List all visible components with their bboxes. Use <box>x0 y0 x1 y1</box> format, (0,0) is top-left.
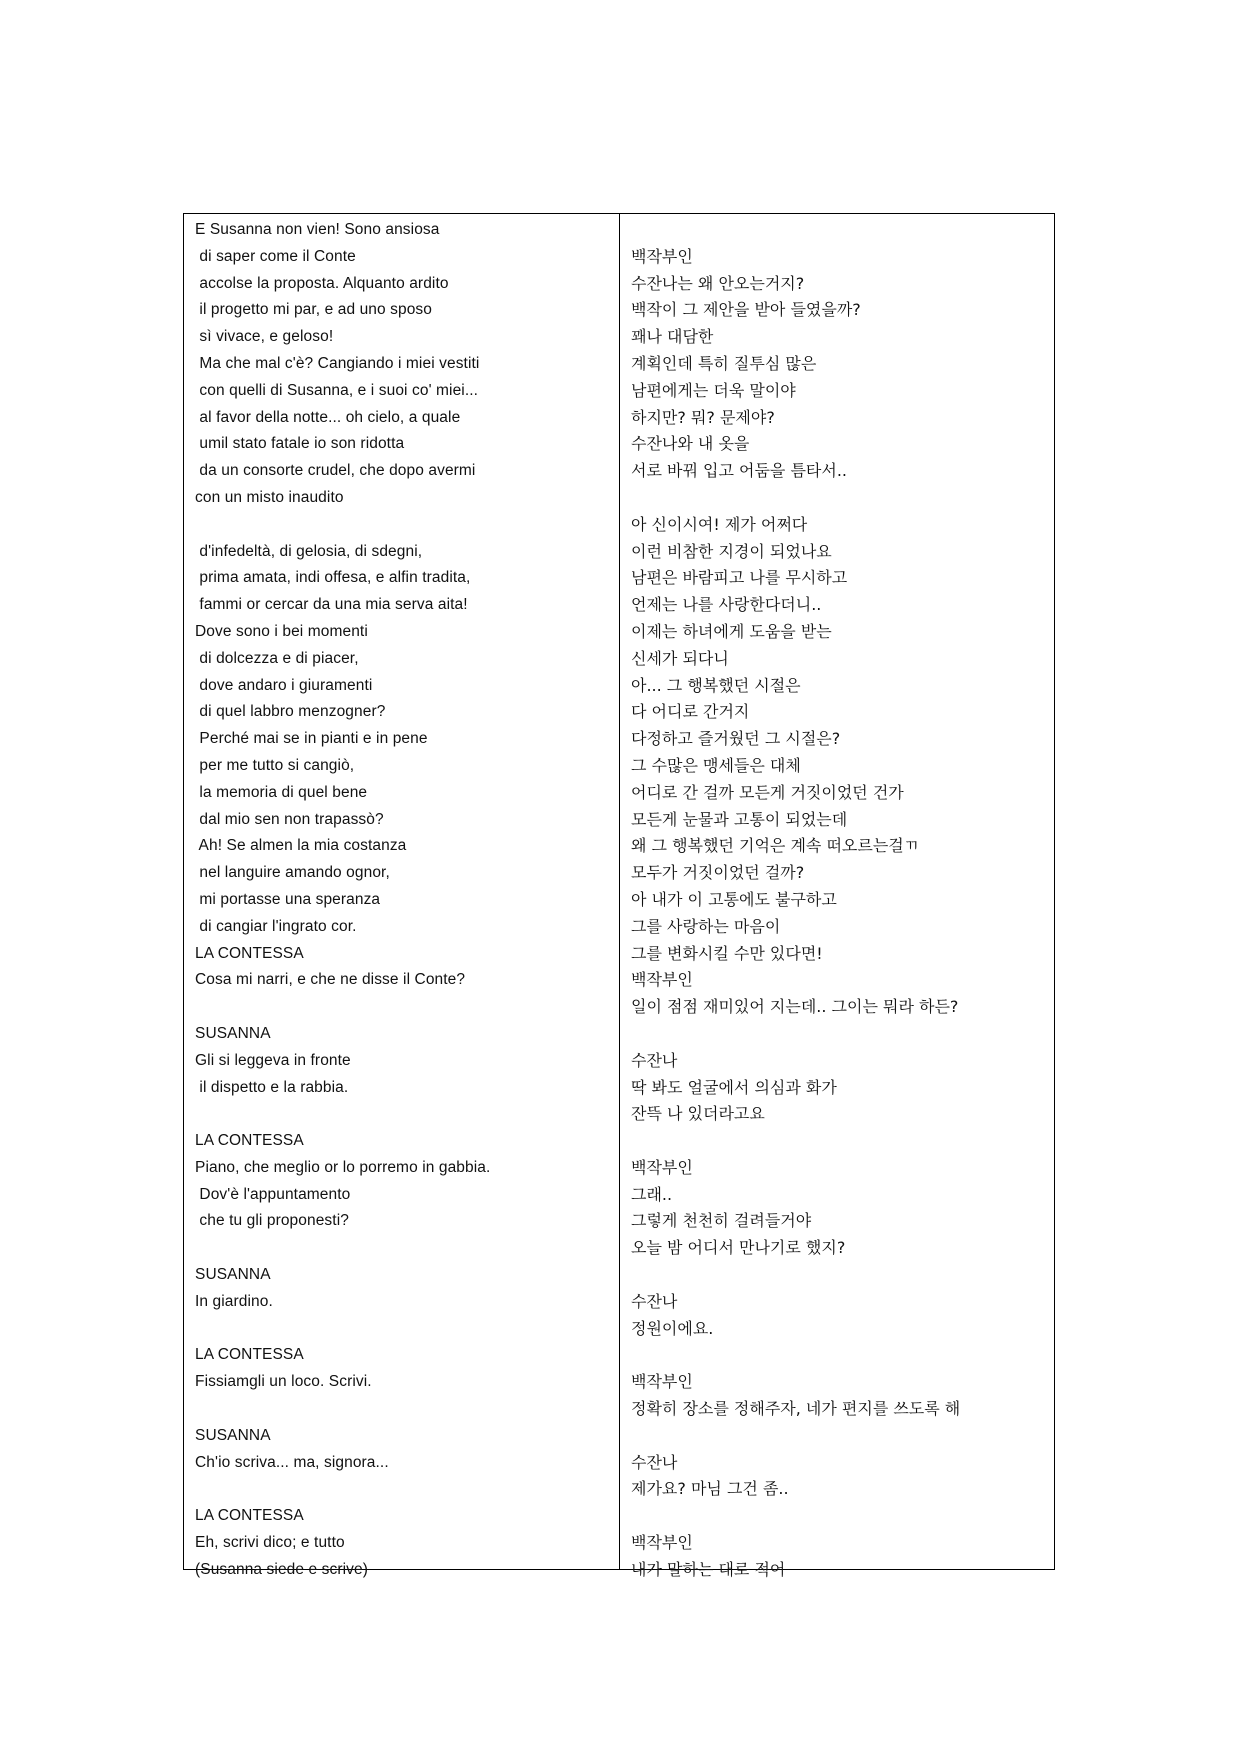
italian-line: di cangiar l'ingrato cor. <box>195 917 357 935</box>
korean-line: 딱 봐도 얼굴에서 의심과 화가 <box>631 1077 837 1097</box>
italian-line: il progetto mi par, e ad uno sposo <box>195 301 433 319</box>
korean-line: 왜 그 행복했던 기억은 계속 떠오르는걸ㄲ <box>631 836 920 856</box>
italian-line: prima amata, indi offesa, e alfin tradita, <box>195 569 471 587</box>
italian-line: Ah! Se almen la mia costanza <box>195 837 407 855</box>
italian-line: fammi or cercar da una mia serva aita! <box>195 596 468 614</box>
korean-line: 수잔나 <box>631 1050 678 1070</box>
italian-line: la memoria di quel bene <box>195 783 368 801</box>
korean-line <box>631 1262 1046 1289</box>
korean-line: 백작부인 <box>631 970 693 990</box>
italian-line <box>195 994 611 1021</box>
korean-line: 백작부인 <box>631 1157 693 1177</box>
korean-line: 수잔나와 내 옷을 <box>631 434 750 454</box>
korean-line: 아... 그 행복했던 시절은 <box>631 675 801 695</box>
italian-line: Eh, scrivi dico; e tutto <box>195 1534 345 1552</box>
korean-line: 정원이에요. <box>631 1318 714 1338</box>
korean-line: 언제는 나를 사랑한다더니.. <box>631 595 822 615</box>
korean-line: 다정하고 즐거웠던 그 시절은? <box>631 729 841 749</box>
italian-line: SUSANNA <box>195 1024 271 1042</box>
italian-line: di quel labbro menzogner? <box>195 703 386 721</box>
korean-line: 그렇게 천천히 걸려들거야 <box>631 1211 812 1231</box>
italian-line: con quelli di Susanna, e i suoi co' miei... <box>195 381 479 399</box>
italian-line: al favor della notte... oh cielo, a quale <box>195 408 461 426</box>
korean-line <box>631 485 1046 512</box>
korean-line: 신세가 되다니 <box>631 648 729 668</box>
korean-line: 그래.. <box>631 1184 673 1204</box>
italian-line: (Susanna siede e scrive) <box>195 1560 368 1578</box>
korean-line <box>631 1342 1046 1369</box>
italian-line: mi portasse una speranza <box>195 890 381 908</box>
korean-line: 아 신이시여! 제가 어쩌다 <box>631 514 808 534</box>
korean-line <box>631 1423 1046 1450</box>
korean-line: 이런 비참한 지경이 되었나요 <box>631 541 832 561</box>
korean-line: 꽤나 대담한 <box>631 327 714 347</box>
italian-line: SUSANNA <box>195 1426 271 1444</box>
korean-line: 오늘 밤 어디서 만나기로 했지? <box>631 1238 846 1258</box>
italian-line: Piano, che meglio or lo porremo in gabbia. <box>195 1158 491 1176</box>
korean-line: 그 수많은 맹세들은 대체 <box>631 755 801 775</box>
italian-line: Gli si leggeva in fronte <box>195 1051 351 1069</box>
italian-line: dove andaro i giuramenti <box>195 676 373 694</box>
korean-line: 남편은 바람피고 나를 무시하고 <box>631 568 848 588</box>
italian-line: dal mio sen non trapassò? <box>195 810 384 828</box>
italian-line: il dispetto e la rabbia. <box>195 1078 349 1096</box>
korean-line <box>631 1503 1046 1530</box>
italian-line <box>195 1476 611 1503</box>
italian-line: Ch'io scriva... ma, signora... <box>195 1453 389 1471</box>
korean-line: 제가요? 마님 그건 좀.. <box>631 1479 789 1499</box>
italian-line: per me tutto si cangiò, <box>195 756 355 774</box>
korean-line: 다 어디로 간거지 <box>631 702 750 722</box>
korean-line <box>631 1021 1046 1048</box>
korean-line: 모든게 눈물과 고통이 되었는데 <box>631 809 848 829</box>
italian-line: umil stato fatale io son ridotta <box>195 435 405 453</box>
italian-line: E Susanna non vien! Sono ansiosa <box>195 221 440 238</box>
italian-line: con un misto inaudito <box>195 488 344 506</box>
korean-line: 잔뜩 나 있더라고요 <box>631 1104 765 1124</box>
italian-line: Perché mai se in pianti e in pene <box>195 730 428 748</box>
korean-line: 그를 변화시킬 수만 있다면! <box>631 943 823 963</box>
italian-line: che tu gli proponesti? <box>195 1212 349 1230</box>
korean-line: 모두가 거짓이었던 걸까? <box>631 863 805 883</box>
italian-column <box>184 214 620 1578</box>
korean-line: 어디로 간 걸까 모든게 거짓이었던 건가 <box>631 782 904 802</box>
italian-line: LA CONTESSA <box>195 1507 304 1525</box>
korean-line: 계획인데 특히 질투심 많은 <box>631 353 817 373</box>
korean-line: 이제는 하녀에게 도움을 받는 <box>631 621 832 641</box>
korean-line <box>631 1128 1046 1155</box>
korean-line <box>631 217 1046 244</box>
korean-line: 수잔나 <box>631 1452 678 1472</box>
korean-line: 서로 바꿔 입고 어둠을 틈타서.. <box>631 461 847 481</box>
italian-line: sì vivace, e geloso! <box>195 328 334 346</box>
italian-line: LA CONTESSA <box>195 1132 304 1150</box>
italian-line <box>195 1101 611 1128</box>
italian-line: LA CONTESSA <box>195 1346 304 1364</box>
italian-line: nel languire amando ognor, <box>195 864 390 882</box>
italian-line: LA CONTESSA <box>195 944 304 962</box>
italian-line: SUSANNA <box>195 1266 271 1284</box>
italian-line: di saper come il Conte <box>195 247 356 265</box>
italian-line: accolse la proposta. Alquanto ardito <box>195 274 449 292</box>
korean-line: 백작부인 <box>631 1372 693 1392</box>
korean-line: 남편에게는 더욱 말이야 <box>631 380 796 400</box>
korean-line: 아 내가 이 고통에도 불구하고 <box>631 889 837 909</box>
korean-line: 일이 점점 재미있어 지는데.. 그이는 뭐라 하든? <box>631 997 959 1017</box>
italian-line: di dolcezza e di piacer, <box>195 649 359 667</box>
korean-column <box>620 214 1054 1579</box>
italian-line: d'infedeltà, di gelosia, di sdegni, <box>195 542 423 560</box>
korean-line: 하지만? 뭐? 문제야? <box>631 407 775 427</box>
italian-line <box>195 1396 611 1423</box>
libretto-table <box>183 213 1055 1579</box>
italian-line: In giardino. <box>195 1292 273 1310</box>
korean-line: 그를 사랑하는 마음이 <box>631 916 781 936</box>
italian-line: Dov'è l'appuntamento <box>195 1185 351 1203</box>
korean-line: 백작부인 <box>631 1533 693 1553</box>
korean-line: 정확히 장소를 정해주자, 네가 편지를 쓰도록 해 <box>631 1399 961 1419</box>
italian-line: Cosa mi narri, e che ne disse il Conte? <box>195 971 466 989</box>
italian-line: da un consorte crudel, che dopo avermi <box>195 462 476 480</box>
korean-line: 백작부인 <box>631 246 693 266</box>
korean-line: 백작이 그 제안을 받아 들였을까? <box>631 300 861 320</box>
italian-line <box>195 1316 611 1343</box>
italian-line: Fissiamgli un loco. Scrivi. <box>195 1373 372 1391</box>
korean-line: 수잔나는 왜 안오는거지? <box>631 273 805 293</box>
italian-line: Ma che mal c'è? Cangiando i miei vestiti <box>195 354 480 372</box>
italian-line: Dove sono i bei momenti <box>195 622 368 640</box>
korean-line: 내가 말하는 대로 적어 <box>631 1559 786 1579</box>
italian-line <box>195 1235 611 1262</box>
korean-line: 수잔나 <box>631 1291 678 1311</box>
italian-line <box>195 512 611 539</box>
